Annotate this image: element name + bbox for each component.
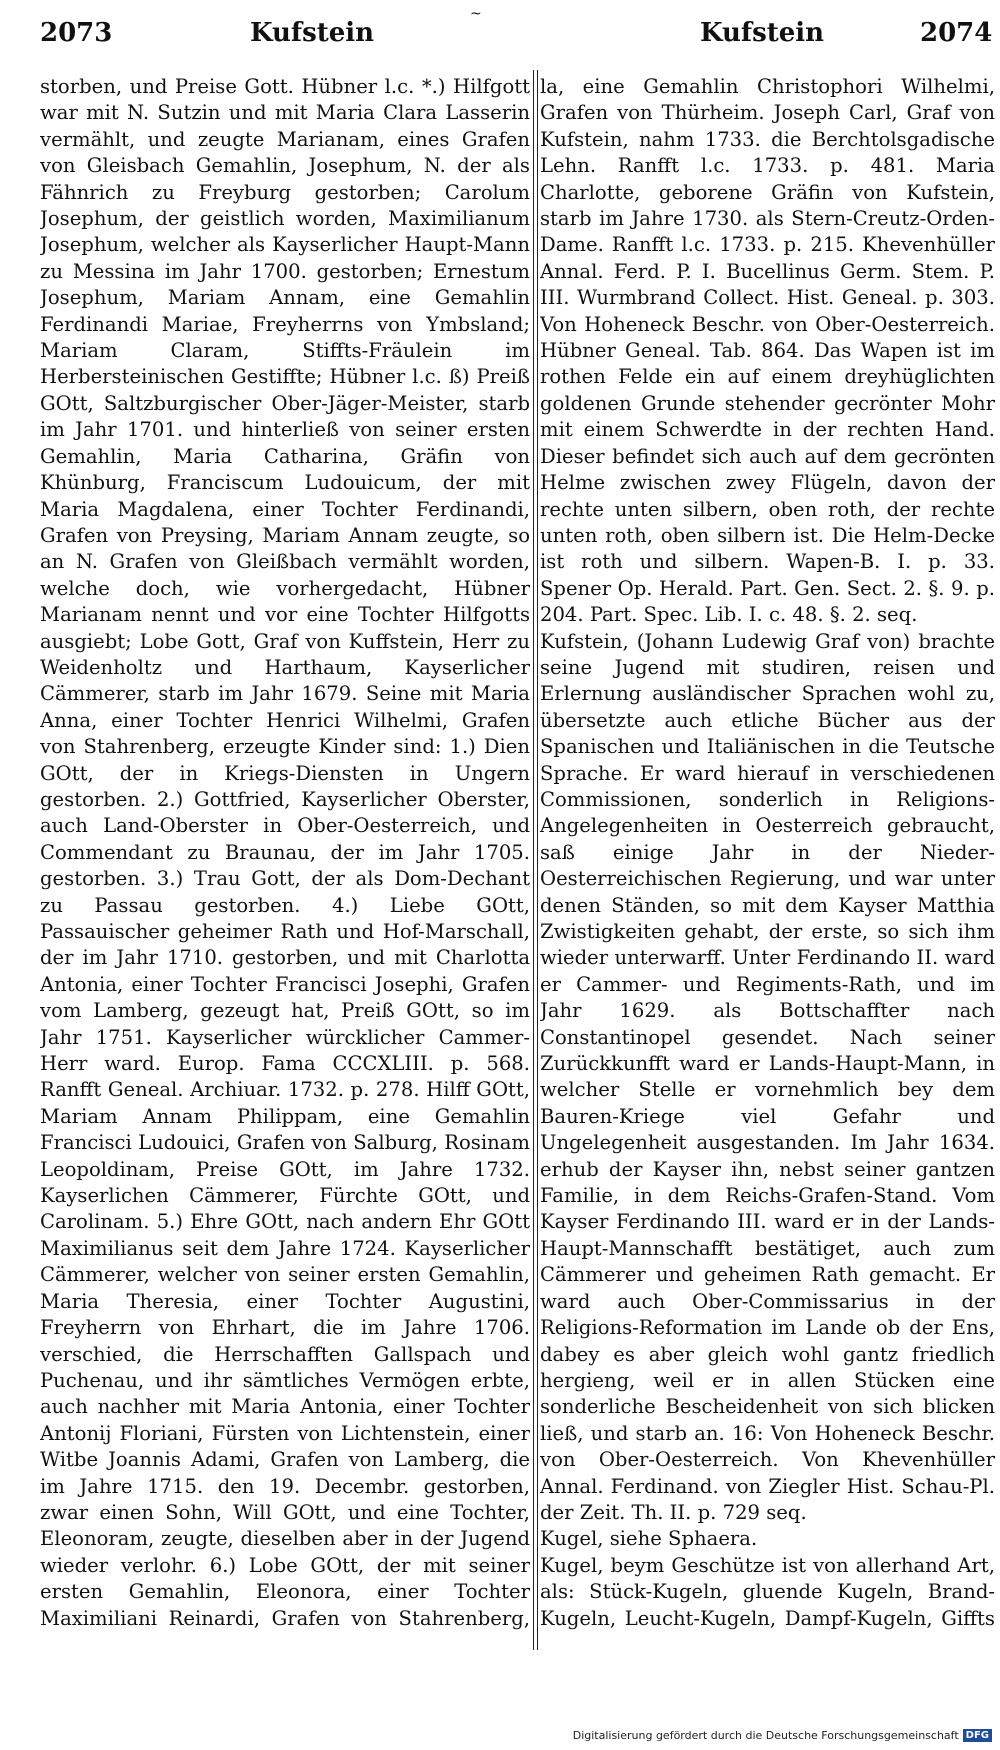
column-rule bbox=[537, 70, 538, 1650]
paragraph-entry: Kugel, beym Geschütze ist von allerhand Art, als: Stück-Kugeln, gluende Kugeln, Brand-Kugeln, Leucht-Kugeln, Dampf-Kugeln, Giffts bbox=[540, 1553, 995, 1630]
paragraph-entry: Kugel, siehe Sphaera. bbox=[540, 1527, 758, 1551]
credit-text: Digitalisierung gefördert durch die Deutsche Forschungsgemeinschaft bbox=[572, 1729, 959, 1742]
paragraph: storben, und Preise Gott. Hübner l.c. *.) Hilfgott war mit N. Sutzin und mit Maria Clara Lasserin vermählt, und zeugte Marianam, eines Grafen von Gleisbach Gemahlin, Josephum, N. der als Fähnrich zu Freyburg gestorben; Carolum Josephum, der geistlich worden, Maximilianum Josephum, welcher als Kayserlicher Haupt-Mann zu Messina im Jahr 1700. gestorben; Ernestum Josephum, Mariam Annam, eine Gemahlin Ferdinandi Mariae, Freyherrns von Ymbsland; Mariam Claram, Stiffts-Fräulein im Herbersteinischen Gestiffte; Hübner l.c. ß) Preiß GOtt, Saltzburgischer Ober-Jäger-Meister, starb im Jahr 1701. und hinterließ von seiner ersten Gemahlin, Maria Catharina, Gräfin von Khünburg, Franciscum Ludouicum, der mit Maria Magdalena, einer Tochter Ferdinandi, Grafen von Preysing, Mariam Annam zeugte, so an N. Grafen von Gleißbach vermählt worden, welche doch, wie vorhergedacht, Hübner Marianam nennt und vor eine Tochter Hilfgotts ausgiebt; Lobe Gott, Graf von Kuffstein, Herr zu Weidenholtz und Harthaum, Kayserlicher Cämmerer, starb im Jahr 1679. Seine mit Maria Anna, einer Tochter Henrici Wilhelmi, Grafen von Stahrenberg, erzeugte Kinder sind: 1.) Dien GOtt, der in Kriegs-Diensten in Ungern gestorben. 2.) Gottfried, Kayserlicher Oberster, auch Land-Oberster in Ober-Oesterreich, und Commendant zu Braunau, der im Jahr 1705. gestorben. 3.) Trau Gott, der als Dom-Dechant zu Passau gestorben. 4.) Liebe GOtt, Passauischer geheimer Rath und Hof-Marschall, der im Jahr 1710. gestorben, und mit Charlotta Antonia, einer Tochter Francisci Josephi, Grafen vom Lamberg, gezeugt hat, Preiß GOtt, so im Jahr 1751. Kayserlicher würcklicher Cammer-Herr ward. Europ. Fama CCCXLIII. p. 568. Ranfft Geneal. Archiuar. 1732. p. 278. Hilff GOtt, Mariam Annam Philippam, eine Gemahlin Francisci Ludouici, Grafen von Salburg, Rosinam Leopoldinam, Preise GOtt, im Jahre 1732. Kayserlichen Cämmerer, Fürchte GOtt, und Carolinam. 5.) Ehre GOtt, nach andern Ehr GOtt Maximilianus seit dem Jahre 1724. Kayserlicher Cämmerer, welcher von seiner ersten Gemahlin, Maria Theresia, einer Tochter Augustini, Freyherrn von Ehrhart, die im Jahre 1706. verschied, die Herrschafften Gallspach und Puchenau, und ihr sämtliches Vermögen erbte, auch nachher mit Maria Antonia, einer Tochter Antonij Floriani, Fürsten von Lichtenstein, einer Witbe Joannis Adami, Grafen von Lamberg, die im Jahre 1715. den 19. Decembr. gestorben, zwar einen Sohn, Will GOtt, und eine Tochter, Eleonoram, zeugte, dieselben aber in der Jugend wieder verlohr. 6.) Lobe GOtt, der mit seiner ersten Gemahlin, Eleonora, einer Tochter Maximiliani Reinardi, Grafen von Stahrenberg, bbox=[40, 75, 530, 1630]
left-column bbox=[40, 74, 530, 1634]
paragraph: la, eine Gemahlin Christophori Wilhelmi, Grafen von Thürheim. Joseph Carl, Graf von Kufstein, nahm 1733. die Berchtolsgadische Lehn. Ranfft l.c. 1733. p. 481. Maria Charlotte, geborene Gräfin von Kufstein, starb im Jahre 1730. als Stern-Creutz-Orden-Dame. Ranfft l.c. 1733. p. 215. Khevenhüller Annal. Ferd. P. I. Bucellinus Germ. Stem. P. III. Wurmbrand Collect. Hist. Geneal. p. 303. Von Hoheneck Beschr. von Ober-Oesterreich. Hübner Geneal. Tab. 864. Das Wapen ist im rothen Felde ein auf einem dreyhüglichten goldenen Grunde stehender gecrönter Mohr mit einem Schwerdte in der rechten Hand. Dieser befindet sich auch auf dem gecrönten Helme zwischen zwey Flügeln, davon der rechte unten silbern, oben roth, der rechte unten roth, oben silbern ist. Die Helm-Decke ist roth und silbern. Wapen-B. I. p. 33. Spener Op. Herald. Part. Gen. Sect. 2. §. 9. p. 204. Part. Spec. Lib. I. c. 48. §. 2. seq. bbox=[540, 75, 995, 627]
running-title-right: Kufstein bbox=[700, 18, 825, 48]
paragraph-entry: Kufstein, (Johann Ludewig Graf von) brachte seine Jugend mit studiren, reisen und Erlernung ausländischer Sprachen wohl zu, übersetzte auch etliche Bücher aus der Spanischen und Italiänischen in die Teutsche Sprache. Er ward hierauf in verschiedenen Commissionen, sonderlich in Religions-Angelegenheiten in Oesterreich gebraucht, saß einige Jahr in der Nieder-Oesterreichischen Regierung, und war unter denen Ständen, so mit dem Kayser Matthia Zwistigkeiten gehabt, der erste, so sich ihm wieder unterwarff. Unter Ferdinando II. ward er Cammer- und Regiments-Rath, und im Jahr 1629. als Bottschaffter nach Constantinopel gesendet. Nach seiner Zurückkunfft ward er Lands-Haupt-Mann, in welcher Stelle er vornehmlich bey dem Bauren-Kriege viel Gefahr und Ungelegenheit ausgestanden. Im Jahr 1634. erhub der Kayser ihn, nebst seiner gantzen Familie, in dem Reichs-Grafen-Stand. Vom Kayser Ferdinando III. ward er in der Lands-Haupt-Mannschafft bestätiget, auch zum Cämmerer und geheimen Rath gemacht. Er ward auch Ober-Commissarius in der Religions-Reformation im Lande ob der Ens, dabey es aber gleich wohl gantz friedlich hergieng, weil er in allen Stücken eine sonderliche Bescheidenheit von sich blicken ließ, und starb an. 16: Von Hoheneck Beschr. von Ober-Oesterreich. Von Khevenhüller Annal. Ferdinand. von Ziegler Hist. Schau-Pl. der Zeit. Th. II. p. 729 seq. bbox=[540, 629, 995, 1524]
page-number-right: 2074 bbox=[920, 18, 993, 48]
header-tick-mark: ~ bbox=[470, 6, 482, 22]
running-title-left: Kufstein bbox=[250, 18, 375, 48]
column-rule bbox=[533, 70, 534, 1650]
right-column bbox=[540, 74, 995, 1634]
dfg-logo: DFG bbox=[963, 1729, 992, 1742]
digitization-credit bbox=[573, 1729, 992, 1742]
page-number-left: 2073 bbox=[40, 18, 113, 48]
